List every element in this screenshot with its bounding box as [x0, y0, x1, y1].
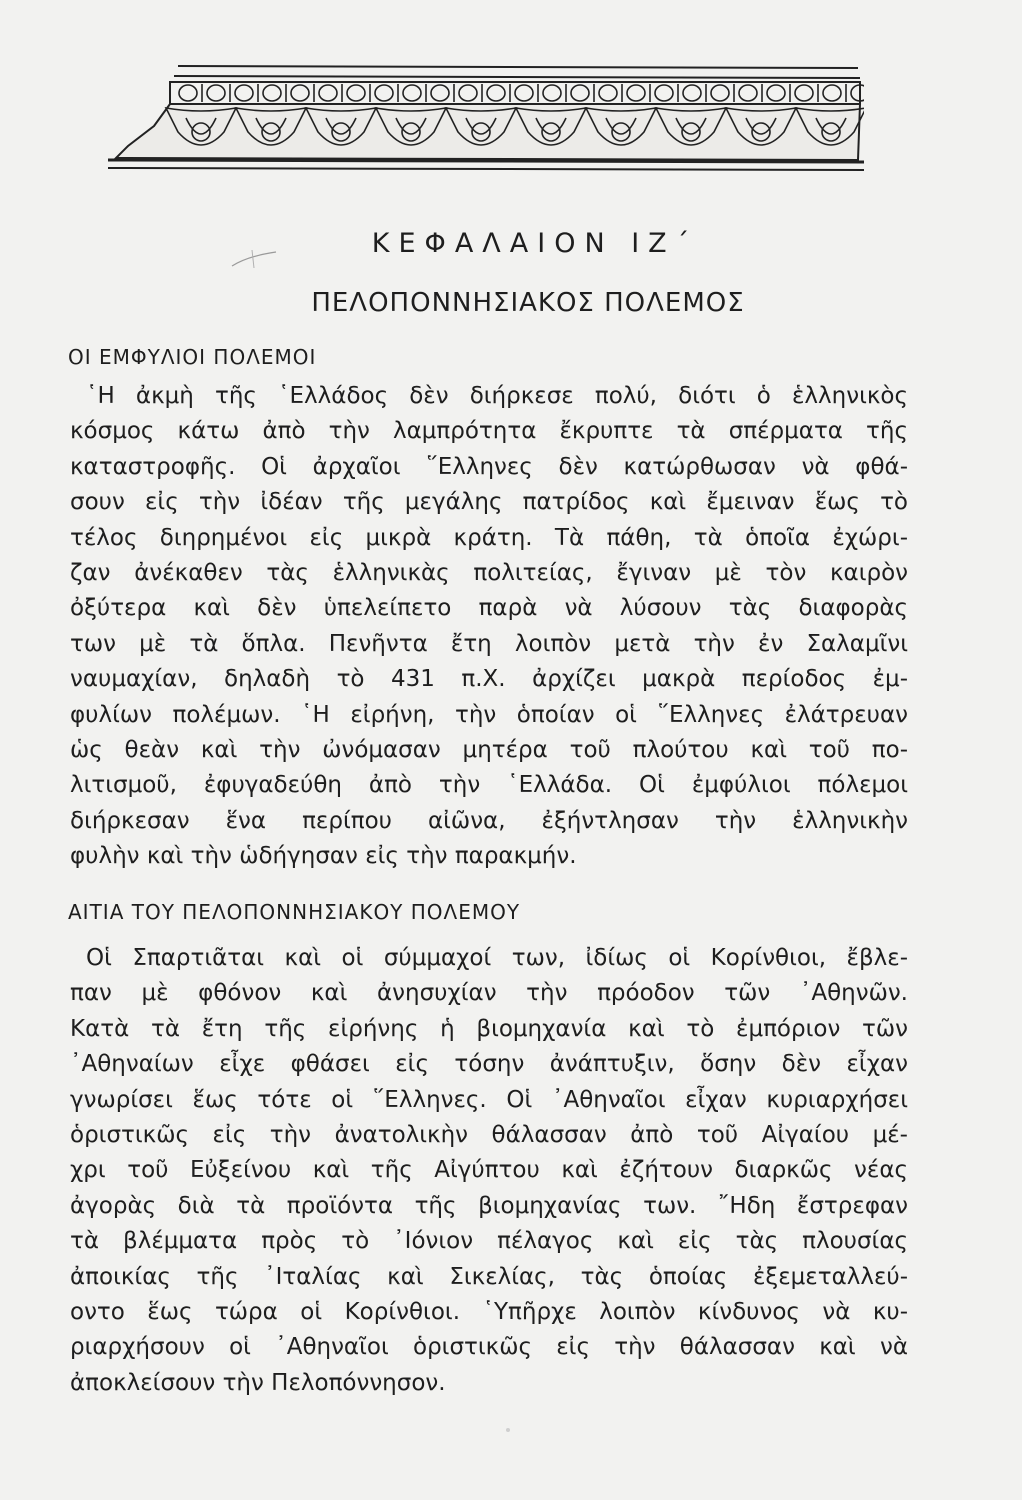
- text-line: ὀξύτερα καὶ δὲν ὑπελείπετο παρὰ νὰ λύσουν τὰς διαφορὰς: [70, 595, 908, 622]
- text-line: λιτισμοῦ, ἐφυγαδεύθη ἀπὸ τὴν ῾Ελλάδα. Οἱ ἐμφύλιοι πόλεμοι: [70, 772, 908, 799]
- text-line: των μὲ τὰ ὅπλα. Πενῆντα ἔτη λοιπὸν μετὰ τὴν ἐν Σαλαμῖνι: [70, 630, 908, 657]
- text-line: ζαν ἀνέκαθεν τὰς ἑλληνικὰς πολιτείας, ἔγιναν μὲ τὸν καιρὸν: [70, 560, 908, 587]
- page-speck: [506, 1428, 510, 1432]
- text-line: φυλὴν καὶ τὴν ὡδήγησαν εἰς τὴν παρακμήν.: [70, 843, 577, 870]
- text-line: ᾿Αθηναίων εἶχε φθάσει εἰς τόσην ἀνάπτυξιν, ὅσην δὲν εἶχαν: [70, 1051, 908, 1078]
- chapter-heading: ΚΕΦΑΛΑΙΟΝ ΙΖ΄: [371, 228, 699, 259]
- text-line: ὡς θεὰν καὶ τὴν ὠνόμασαν μητέρα τοῦ πλούτου καὶ τοῦ πο-: [70, 737, 908, 764]
- text-line: καταστροφῆς. Οἱ ἀρχαῖοι ῞Ελληνες δὲν κατώρθωσαν νὰ φθά-: [70, 453, 908, 480]
- text-line: ὁριστικῶς εἰς τὴν ἀνατολικὴν θάλασσαν ἀπὸ τοῦ Αἰγαίου μέ-: [70, 1122, 908, 1149]
- text-line: φυλίων πολέμων. ῾Η εἰρήνη, τὴν ὁποίαν οἱ ῞Ελληνες ἐλάτρευαν: [70, 701, 908, 728]
- text-line: τὰ βλέμματα πρὸς τὸ ᾿Ιόνιον πέλαγος καὶ εἰς τὰς πλουσίας: [70, 1228, 908, 1255]
- text-line: ἀποκλείσουν τὴν Πελοπόννησον.: [70, 1369, 446, 1396]
- text-line: ἀποικίας τῆς ᾿Ιταλίας καὶ Σικελίας, τὰς ὁποίας ἐξεμεταλλεύ-: [70, 1263, 908, 1290]
- text-line: γνωρίσει ἕως τότε οἱ ῞Ελληνες. Οἱ ᾿Αθηναῖοι εἶχαν κυριαρχήσει: [70, 1086, 908, 1113]
- text-line: ἀγορὰς διὰ τὰ προϊόντα τῆς βιομηχανίας των. ῎Ηδη ἔστρεφαν: [70, 1192, 908, 1219]
- text-line: παν μὲ φθόνον καὶ ἀνησυχίαν τὴν πρόοδον τῶν ᾿Αθηνῶν.: [70, 980, 908, 1007]
- paragraph-civil-wars: [70, 379, 908, 875]
- text-line: διήρκεσαν ἕνα περίπου αἰῶνα, ἐξήντλησαν τὴν ἑλληνικὴν: [70, 807, 908, 834]
- text-line: ριαρχήσουν οἱ ᾿Αθηναῖοι ὁριστικῶς εἰς τὴν θάλασσαν καὶ νὰ: [70, 1334, 908, 1361]
- text-line: ναυμαχίαν, δηλαδὴ τὸ 431 π.Χ. ἀρχίζει μακρὰ περίοδος ἐμ-: [70, 666, 908, 693]
- decorative-frieze-ornament: [108, 62, 864, 182]
- section-heading-causes: ΑΙΤΙΑ ΤΟΥ ΠΕΛΟΠΟΝΝΗΣΙΑΚΟΥ ΠΟΛΕΜΟΥ: [68, 900, 521, 924]
- text-line: Οἱ Σπαρτιᾶται καὶ οἱ σύμμαχοί των, ἰδίως οἱ Κορίνθιοι, ἔβλε-: [86, 945, 908, 971]
- text-line: σουν εἰς τὴν ἰδέαν τῆς μεγάλης πατρίδος καὶ ἔμειναν ἕως τὸ: [70, 489, 908, 516]
- paragraph-causes: [70, 941, 908, 1401]
- text-line: χρι τοῦ Εὐξείνου καὶ τῆς Αἰγύπτου καὶ ἐζήτουν διαρκῶς νέας: [70, 1157, 908, 1184]
- text-line: τέλος διηρημένοι εἰς μικρὰ κράτη. Τὰ πάθη, τὰ ὁποῖα ἐχώρι-: [70, 524, 908, 551]
- text-line: ῾Η ἀκμὴ τῆς ῾Ελλάδος δὲν διήρκεσε πολύ, διότι ὁ ἑλληνικὸς: [86, 383, 908, 409]
- text-line: οντο ἕως τώρα οἱ Κορίνθιοι. ῾Υπῆρχε λοιπὸν κίνδυνος νὰ κυ-: [70, 1299, 908, 1326]
- section-heading-civil-wars: ΟΙ ΕΜΦΥΛΙΟΙ ΠΟΛΕΜΟΙ: [68, 345, 317, 369]
- chapter-title: ΠΕΛΟΠΟΝΝΗΣΙΑΚΟΣ ΠΟΛΕΜΟΣ: [311, 288, 745, 318]
- text-line: κόσμος κάτω ἀπὸ τὴν λαμπρότητα ἔκρυπτε τὰ σπέρματα τῆς: [70, 418, 908, 445]
- text-line: Κατὰ τὰ ἔτη τῆς εἰρήνης ἡ βιομηχανία καὶ τὸ ἐμπόριον τῶν: [70, 1015, 908, 1042]
